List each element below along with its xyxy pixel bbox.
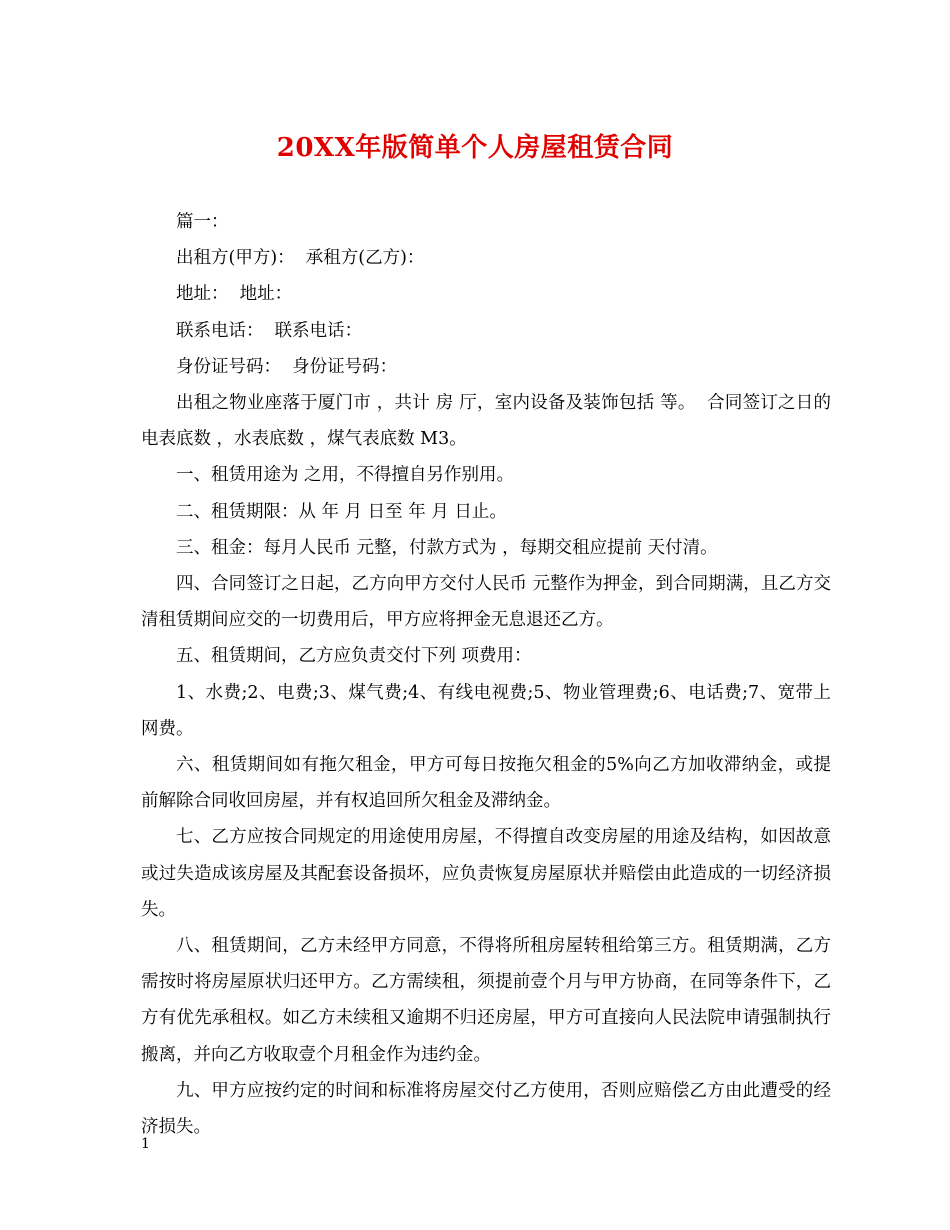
paragraph: 一、租赁用途为 之用，不得擅自另作别用。 <box>176 465 515 486</box>
paragraph: 四、合同签订之日起，乙方向甲方交付人民币 元整作为押金，到合同期满，且乙方交清租赁期间应交的一切费用后，甲方应将押金无息退还乙方。 <box>141 574 831 631</box>
paragraph: 身份证号码： 身份证号码： <box>176 356 398 377</box>
paragraph: 联系电话： 联系电话： <box>176 320 363 341</box>
paragraph: 七、乙方应按合同规定的用途使用房屋，不得擅自改变房屋的用途及结构，如因故意或过失造成该房屋及其配套设备损坏，应负责恢复房屋原状并赔偿由此造成的一切经济损失。 <box>141 827 831 920</box>
paragraph: 篇一： <box>176 212 229 232</box>
document-body <box>141 204 831 1145</box>
page-number: 1 <box>141 1136 150 1152</box>
paragraph: 1、水费;2、电费;3、煤气费;4、有线电视费;5、物业管理费;6、电话费;7、宽带上网费。 <box>141 682 831 739</box>
paragraph: 地址： 地址： <box>176 284 293 305</box>
paragraph: 九、甲方应按约定的时间和标准将房屋交付乙方使用，否则应赔偿乙方由此遭受的经济损失。 <box>141 1080 831 1138</box>
paragraph: 六、租赁期间如有拖欠租金，甲方可每日按拖欠租金的5%向乙方加收滞纳金，或提前解除合同收回房屋，并有权追回所欠租金及滞纳金。 <box>141 755 831 812</box>
paragraph: 八、租赁期间，乙方未经甲方同意，不得将所租房屋转租给第三方。租赁期满，乙方需按时将房屋原状归还甲方。乙方需续租，须提前壹个月与甲方协商，在同等条件下，乙方有优先承租权。如乙方未续租又逾期不归还房屋，甲方可直接向人民法院申请强制执行搬离，并向乙方收取壹个月租金作为违约金。 <box>141 936 831 1065</box>
document-title: 20XX年版简单个人房屋租赁合同 <box>276 133 674 163</box>
paragraph: 二、租赁期限：从 年 月 日至 年 月 日止。 <box>176 501 507 522</box>
paragraph: 五、租赁期间，乙方应负责交付下列 项费用： <box>176 646 532 667</box>
paragraph: 出租方(甲方)： 承租方(乙方)： <box>176 248 425 269</box>
paragraph: 出租之物业座落于厦门市 ，共计 房 厅，室内设备及装饰包括 等。 合同签订之日的电表底数 ，水表底数 ，煤气表底数 M3。 <box>141 393 831 450</box>
paragraph: 三、租金：每月人民币 元整，付款方式为 ，每期交租应提前 天付清。 <box>176 537 718 558</box>
